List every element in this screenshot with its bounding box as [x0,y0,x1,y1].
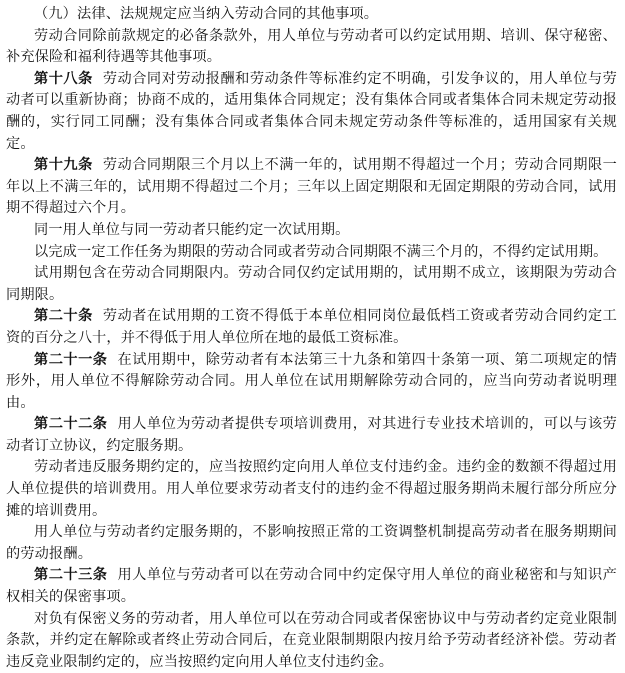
paragraph-text: 试用期包含在劳动合同期限内。劳动合同仅约定试用期的，试用期不成立，该期限为劳动合同期限。 [6,265,617,303]
article-number: 第十八条 [34,70,93,87]
paragraph-text: 用人单位与劳动者可以在劳动合同中约定保守用人单位的商业秘密和与知识产权相关的保密事项。 [6,567,617,606]
article-paragraph [6,155,617,220]
paragraph [6,457,617,522]
paragraph-text: 劳动者在试用期的工资不得低于本单位相同岗位最低档工资或者劳动合同约定工资的百分之八十，并不得低于用人单位所在地的最低工资标准。 [6,308,617,346]
paragraph-text: 在试用期中，除劳动者有本法第三十九条和第四十条第一项、第二项规定的情形外，用人单位不得解除劳动合同。用人单位在试用期解除劳动合同的，应当向劳动者说明理由。 [6,351,617,411]
article-paragraph [6,350,617,415]
article-number: 第二十条 [34,308,93,325]
paragraph-text: 同一用人单位与同一劳动者只能约定一次试用期。 [34,221,350,238]
paragraph [6,263,617,306]
article-number: 第十九条 [34,157,93,174]
article-paragraph [6,69,617,155]
article-paragraph [6,414,617,457]
paragraph-text: 劳动者违反服务期约定的，应当按照约定向用人单位支付违约金。违约金的数额不得超过用人单位提供的培训费用。用人单位要求劳动者支付的违约金不得超过服务期尚未履行部分所应分摊的培训费用。 [6,459,617,519]
paragraph-text: 对负有保密义务的劳动者，用人单位可以在劳动合同或者保密协议中与劳动者约定竞业限制条款，并约定在解除或者终止劳动合同后，在竞业限制期限内按月给予劳动者经济补偿。劳动者违反竞业限制约定的，应当按照约定向用人单位支付违约金。 [6,610,617,670]
paragraph-text: 以完成一定工作任务为期限的劳动合同或者劳动合同期限不满三个月的，不得约定试用期。 [34,243,608,260]
paragraph-text: 用人单位与劳动者约定服务期的，不影响按照正常的工资调整机制提高劳动者在服务期期间的劳动报酬。 [6,524,617,562]
paragraph-text: 用人单位为劳动者提供专项培训费用，对其进行专业技术培训的，可以与该劳动者订立协议，约定服务期。 [6,416,617,454]
paragraph-text: 劳动合同除前款规定的必备条款外，用人单位与劳动者可以约定试用期、培训、保守秘密、补充保险和福利待遇等其他事项。 [6,27,617,66]
article-number: 第二十二条 [34,416,108,433]
article-number: 第二十一条 [34,351,108,368]
paragraph [6,242,617,264]
paragraph [6,220,617,242]
paragraph-text: （九）法律、法规规定应当纳入劳动合同的其他事项。 [34,6,379,22]
article-paragraph [6,565,617,608]
article-number: 第二十三条 [34,567,108,584]
paragraph [6,26,617,69]
paragraph [6,609,617,673]
article-paragraph [6,306,617,349]
paragraph-text: 劳动合同对劳动报酬和劳动条件等标准约定不明确，引发争议的，用人单位与劳动者可以重新协商；协商不成的，适用集体合同规定；没有集体合同或者集体合同未规定劳动报酬的，实行同工同酬；没有集体合同或者集体合同未规定劳动条件等标准的，适用国家有关规定。 [6,70,617,152]
paragraph [6,4,617,26]
paragraph [6,522,617,565]
paragraph-text: 劳动合同期限三个月以上不满一年的，试用期不得超过一个月；劳动合同期限一年以上不满三年的，试用期不得超过二个月；三年以上固定期限和无固定期限的劳动合同，试用期不得超过六个月。 [6,157,617,217]
